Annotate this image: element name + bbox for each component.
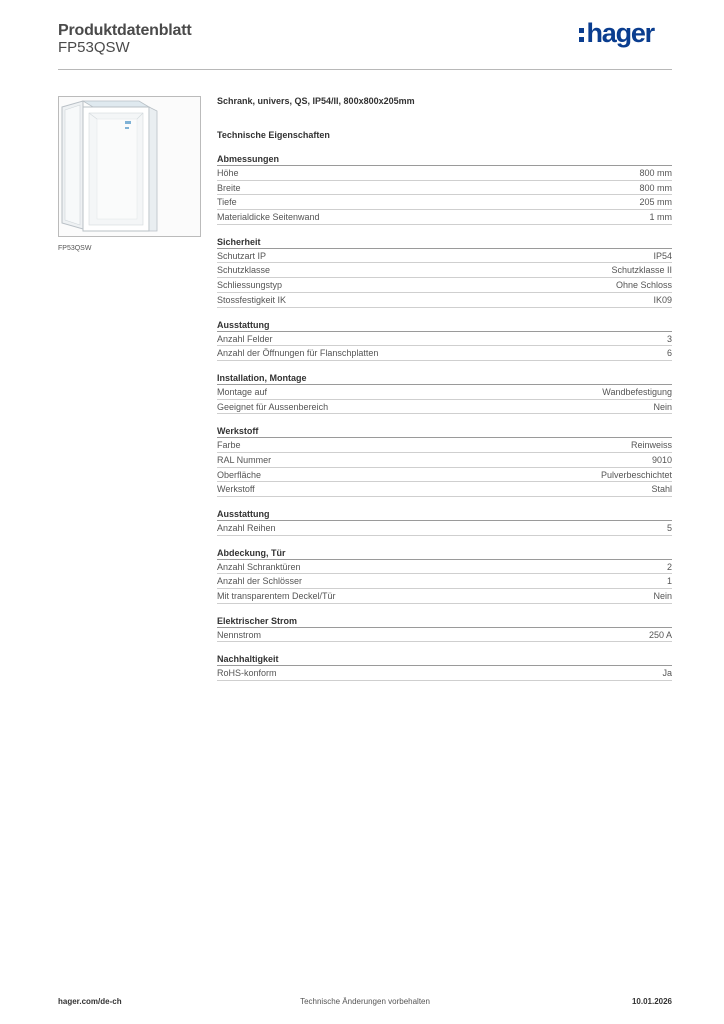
spec-value: Stahl <box>651 484 672 495</box>
spec-key: Farbe <box>217 440 241 451</box>
spec-key: Anzahl der Öffnungen für Flanschplatten <box>217 348 379 359</box>
spec-key: Geeignet für Aussenbereich <box>217 401 329 412</box>
spec-value: 1 <box>666 576 672 587</box>
spec-group-title: Sicherheit <box>217 236 672 249</box>
spec-key: RAL Nummer <box>217 454 272 465</box>
image-caption: FP53QSW <box>58 245 92 252</box>
spec-group <box>217 153 672 225</box>
spec-value: Nein <box>653 401 672 412</box>
cabinet-illustration-icon <box>59 97 200 236</box>
spec-key: Materialdicke Seitenwand <box>217 212 320 223</box>
spec-row <box>217 293 672 308</box>
spec-row <box>217 468 672 483</box>
spec-group <box>217 547 672 604</box>
spec-group <box>217 653 672 681</box>
spec-value: Nein <box>653 591 672 602</box>
spec-value: 205 mm <box>639 197 672 208</box>
spec-key: Breite <box>217 182 241 193</box>
spec-group-title: Abdeckung, Tür <box>217 547 672 560</box>
spec-content <box>217 94 672 681</box>
spec-key: Montage auf <box>217 386 268 397</box>
product-description: Schrank, univers, QS, IP54/II, 800x800x205mm <box>217 96 415 106</box>
spec-row <box>217 210 672 225</box>
spec-group-title: Nachhaltigkeit <box>217 653 672 666</box>
spec-row <box>217 346 672 361</box>
spec-group <box>217 615 672 643</box>
spec-value: IK09 <box>653 294 672 305</box>
spec-row <box>217 574 672 589</box>
spec-row <box>217 278 672 293</box>
spec-row <box>217 166 672 181</box>
spec-value: Ja <box>662 668 672 679</box>
spec-group <box>217 425 672 497</box>
spec-key: Stossfestigkeit IK <box>217 294 287 305</box>
product-image <box>58 96 201 237</box>
logo-text: hager <box>586 17 654 48</box>
page-footer <box>58 997 672 1011</box>
spec-group <box>217 508 672 536</box>
spec-group-title: Abmessungen <box>217 153 672 166</box>
spec-row <box>217 521 672 536</box>
spec-key: Schliessungstyp <box>217 280 283 291</box>
product-code: FP53QSW <box>58 39 130 56</box>
spec-row <box>217 195 672 210</box>
spec-group <box>217 372 672 414</box>
spec-row <box>217 482 672 497</box>
spec-value: 6 <box>666 348 672 359</box>
spec-value: Ohne Schloss <box>615 280 672 291</box>
spec-value: 1 mm <box>649 212 672 223</box>
spec-group-title: Ausstattung <box>217 508 672 521</box>
spec-key: Tiefe <box>217 197 237 208</box>
footer-date: 10.01.2026 <box>631 997 672 1006</box>
section-title: Technische Eigenschaften <box>217 130 330 140</box>
spec-value: 800 mm <box>639 168 672 178</box>
spec-group-title: Ausstattung <box>217 319 672 332</box>
spec-key: Oberfläche <box>217 469 262 480</box>
spec-value: Schutzklasse II <box>611 265 672 276</box>
spec-row <box>217 400 672 415</box>
spec-key: Schutzklasse <box>217 265 271 276</box>
spec-value: Pulverbeschichtet <box>600 469 672 480</box>
spec-row <box>217 589 672 604</box>
document-title: Produktdatenblatt <box>58 22 192 39</box>
spec-row <box>217 181 672 196</box>
spec-row <box>217 249 672 264</box>
spec-value: 5 <box>666 523 672 533</box>
spec-value: IP54 <box>653 250 672 261</box>
spec-group-title: Werkstoff <box>217 425 672 438</box>
spec-group-title: Installation, Montage <box>217 372 672 385</box>
spec-value: Wandbefestigung <box>602 386 672 397</box>
spec-row <box>217 628 672 643</box>
logo-dots-icon <box>579 28 584 42</box>
spec-key: RoHS-konform <box>217 668 277 679</box>
spec-key: Mit transparentem Deckel/Tür <box>217 591 336 602</box>
spec-row <box>217 385 672 400</box>
spec-row <box>217 560 672 575</box>
spec-value: 2 <box>666 561 672 572</box>
spec-value: 9010 <box>651 454 672 465</box>
spec-value: 800 mm <box>639 182 672 193</box>
spec-row <box>217 438 672 453</box>
spec-groups <box>217 153 672 681</box>
spec-key: Anzahl Felder <box>217 333 273 344</box>
spec-row <box>217 666 672 681</box>
footer-notice: Technische Änderungen vorbehalten <box>300 997 430 1006</box>
spec-group <box>217 236 672 308</box>
spec-group-title: Elektrischer Strom <box>217 615 672 628</box>
spec-key: Anzahl der Schlösser <box>217 576 303 587</box>
spec-value: Reinweiss <box>630 440 672 451</box>
spec-key: Nennstrom <box>217 629 262 640</box>
spec-group <box>217 319 672 361</box>
spec-key: Höhe <box>217 168 239 178</box>
spec-key: Anzahl Reihen <box>217 523 276 533</box>
footer-website: hager.com/de-ch <box>58 997 122 1006</box>
spec-key: Schutzart IP <box>217 250 267 261</box>
spec-row <box>217 332 672 347</box>
spec-value: 3 <box>666 333 672 344</box>
spec-key: Anzahl Schranktüren <box>217 561 301 572</box>
spec-key: Werkstoff <box>217 484 255 495</box>
spec-row <box>217 263 672 278</box>
spec-row <box>217 453 672 468</box>
spec-value: 250 A <box>648 629 672 640</box>
hager-logo <box>579 17 654 48</box>
page-header <box>58 17 672 70</box>
